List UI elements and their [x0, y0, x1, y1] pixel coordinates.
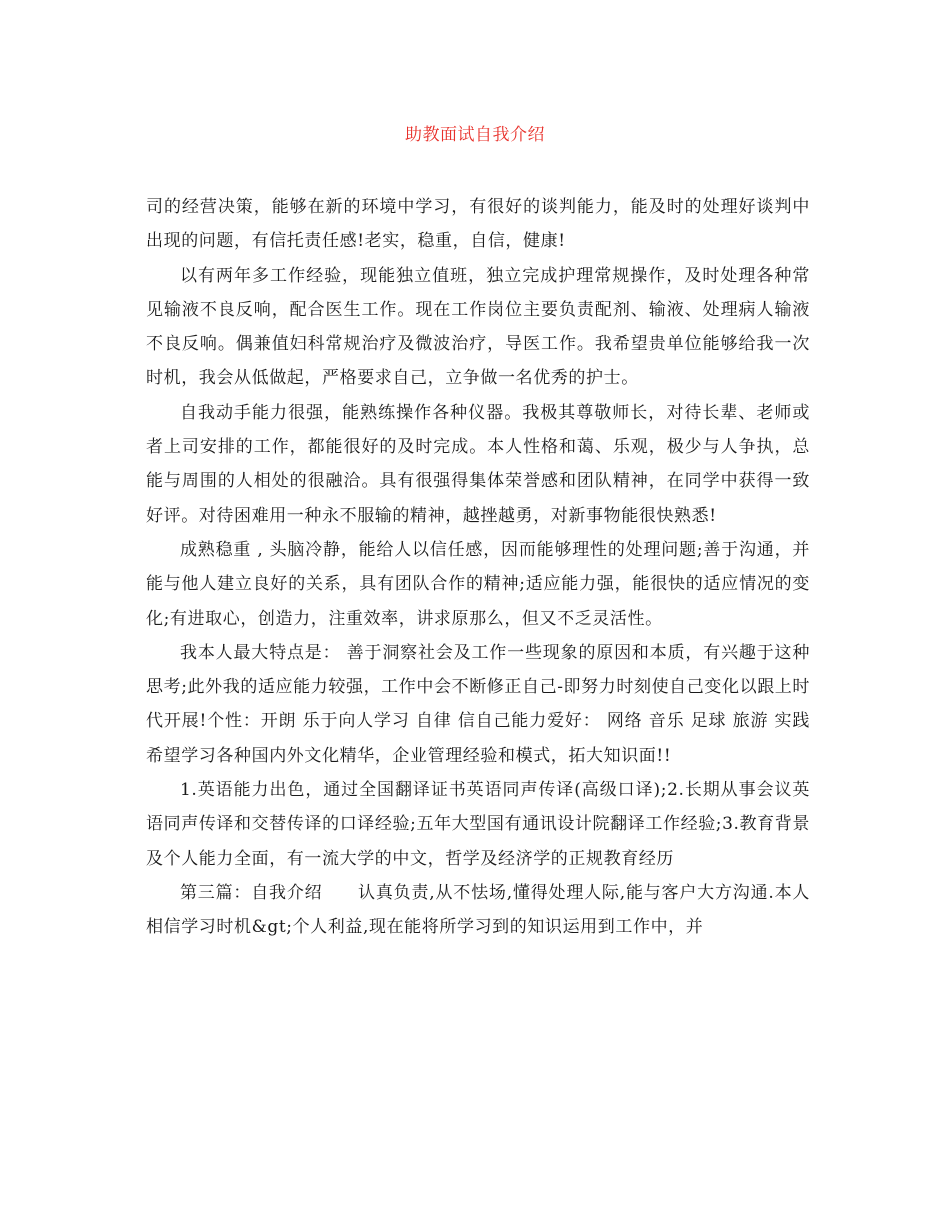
document-body	[146, 190, 810, 945]
paragraph-7: 第三篇：自我介绍 认真负责,从不怯场,懂得处理人际,能与客户大方沟通.本人相信学习时机&gt;个人利益,现在能将所学习到的知识运用到工作中，并	[146, 882, 810, 938]
paragraph-2: 以有两年多工作经验，现能独立值班，独立完成护理常规操作，及时处理各种常见输液不良反响，配合医生工作。现在工作岗位主要负责配剂、输液、处理病人输液不良反响。偶兼值妇科常规治疗及微波治疗，导医工作。我希望贵单位能够给我一次时机，我会从低做起，严格要求自己，立争做一名优秀的护士。	[146, 265, 810, 389]
paragraph-4: 成熟稳重 , 头脑冷静，能给人以信任感，因而能够理性的处理问题;善于沟通，并能与他人建立良好的关系，具有团队合作的精神;适应能力强，能很快的适应情况的变化;有进取心，创造力，注重效率，讲求原那么，但又不乏灵活性。	[146, 539, 810, 629]
paragraph-1: 司的经营决策，能够在新的环境中学习，有很好的谈判能力，能及时的处理好谈判中出现的问题，有信托责任感!老实，稳重，自信，健康!	[146, 197, 810, 252]
document-title: 助教面试自我介绍	[405, 125, 545, 145]
paragraph-5: 我本人最大特点是： 善于洞察社会及工作一些现象的原因和本质，有兴趣于这种思考;此外我的适应能力较强，工作中会不断修正自己-即努力时刻使自己变化以跟上时代开展!个性：开朗 乐于向人学习 自律 信自己能力爱好： 网络 音乐 足球 旅游 实践希望学习各种国内外文化精华，企业管理经验和模式，拓大知识面!!	[146, 642, 810, 766]
paragraph-3: 自我动手能力很强，能熟练操作各种仪器。我极其尊敬师长，对待长辈、老师或者上司安排的工作，都能很好的及时完成。本人性格和蔼、乐观，极少与人争执，总能与周围的人相处的很融洽。具有很强得集体荣誉感和团队精神，在同学中获得一致好评。对待困难用一种永不服输的精神，越挫越勇，对新事物能很快熟悉!	[146, 402, 810, 526]
paragraph-6: 1.英语能力出色，通过全国翻译证书英语同声传译(高级口译);2.长期从事会议英语同声传译和交替传译的口译经验;五年大型国有通讯设计院翻译工作经验;3.教育背景及个人能力全面，有一流大学的中文，哲学及经济学的正规教育经历	[146, 780, 810, 869]
